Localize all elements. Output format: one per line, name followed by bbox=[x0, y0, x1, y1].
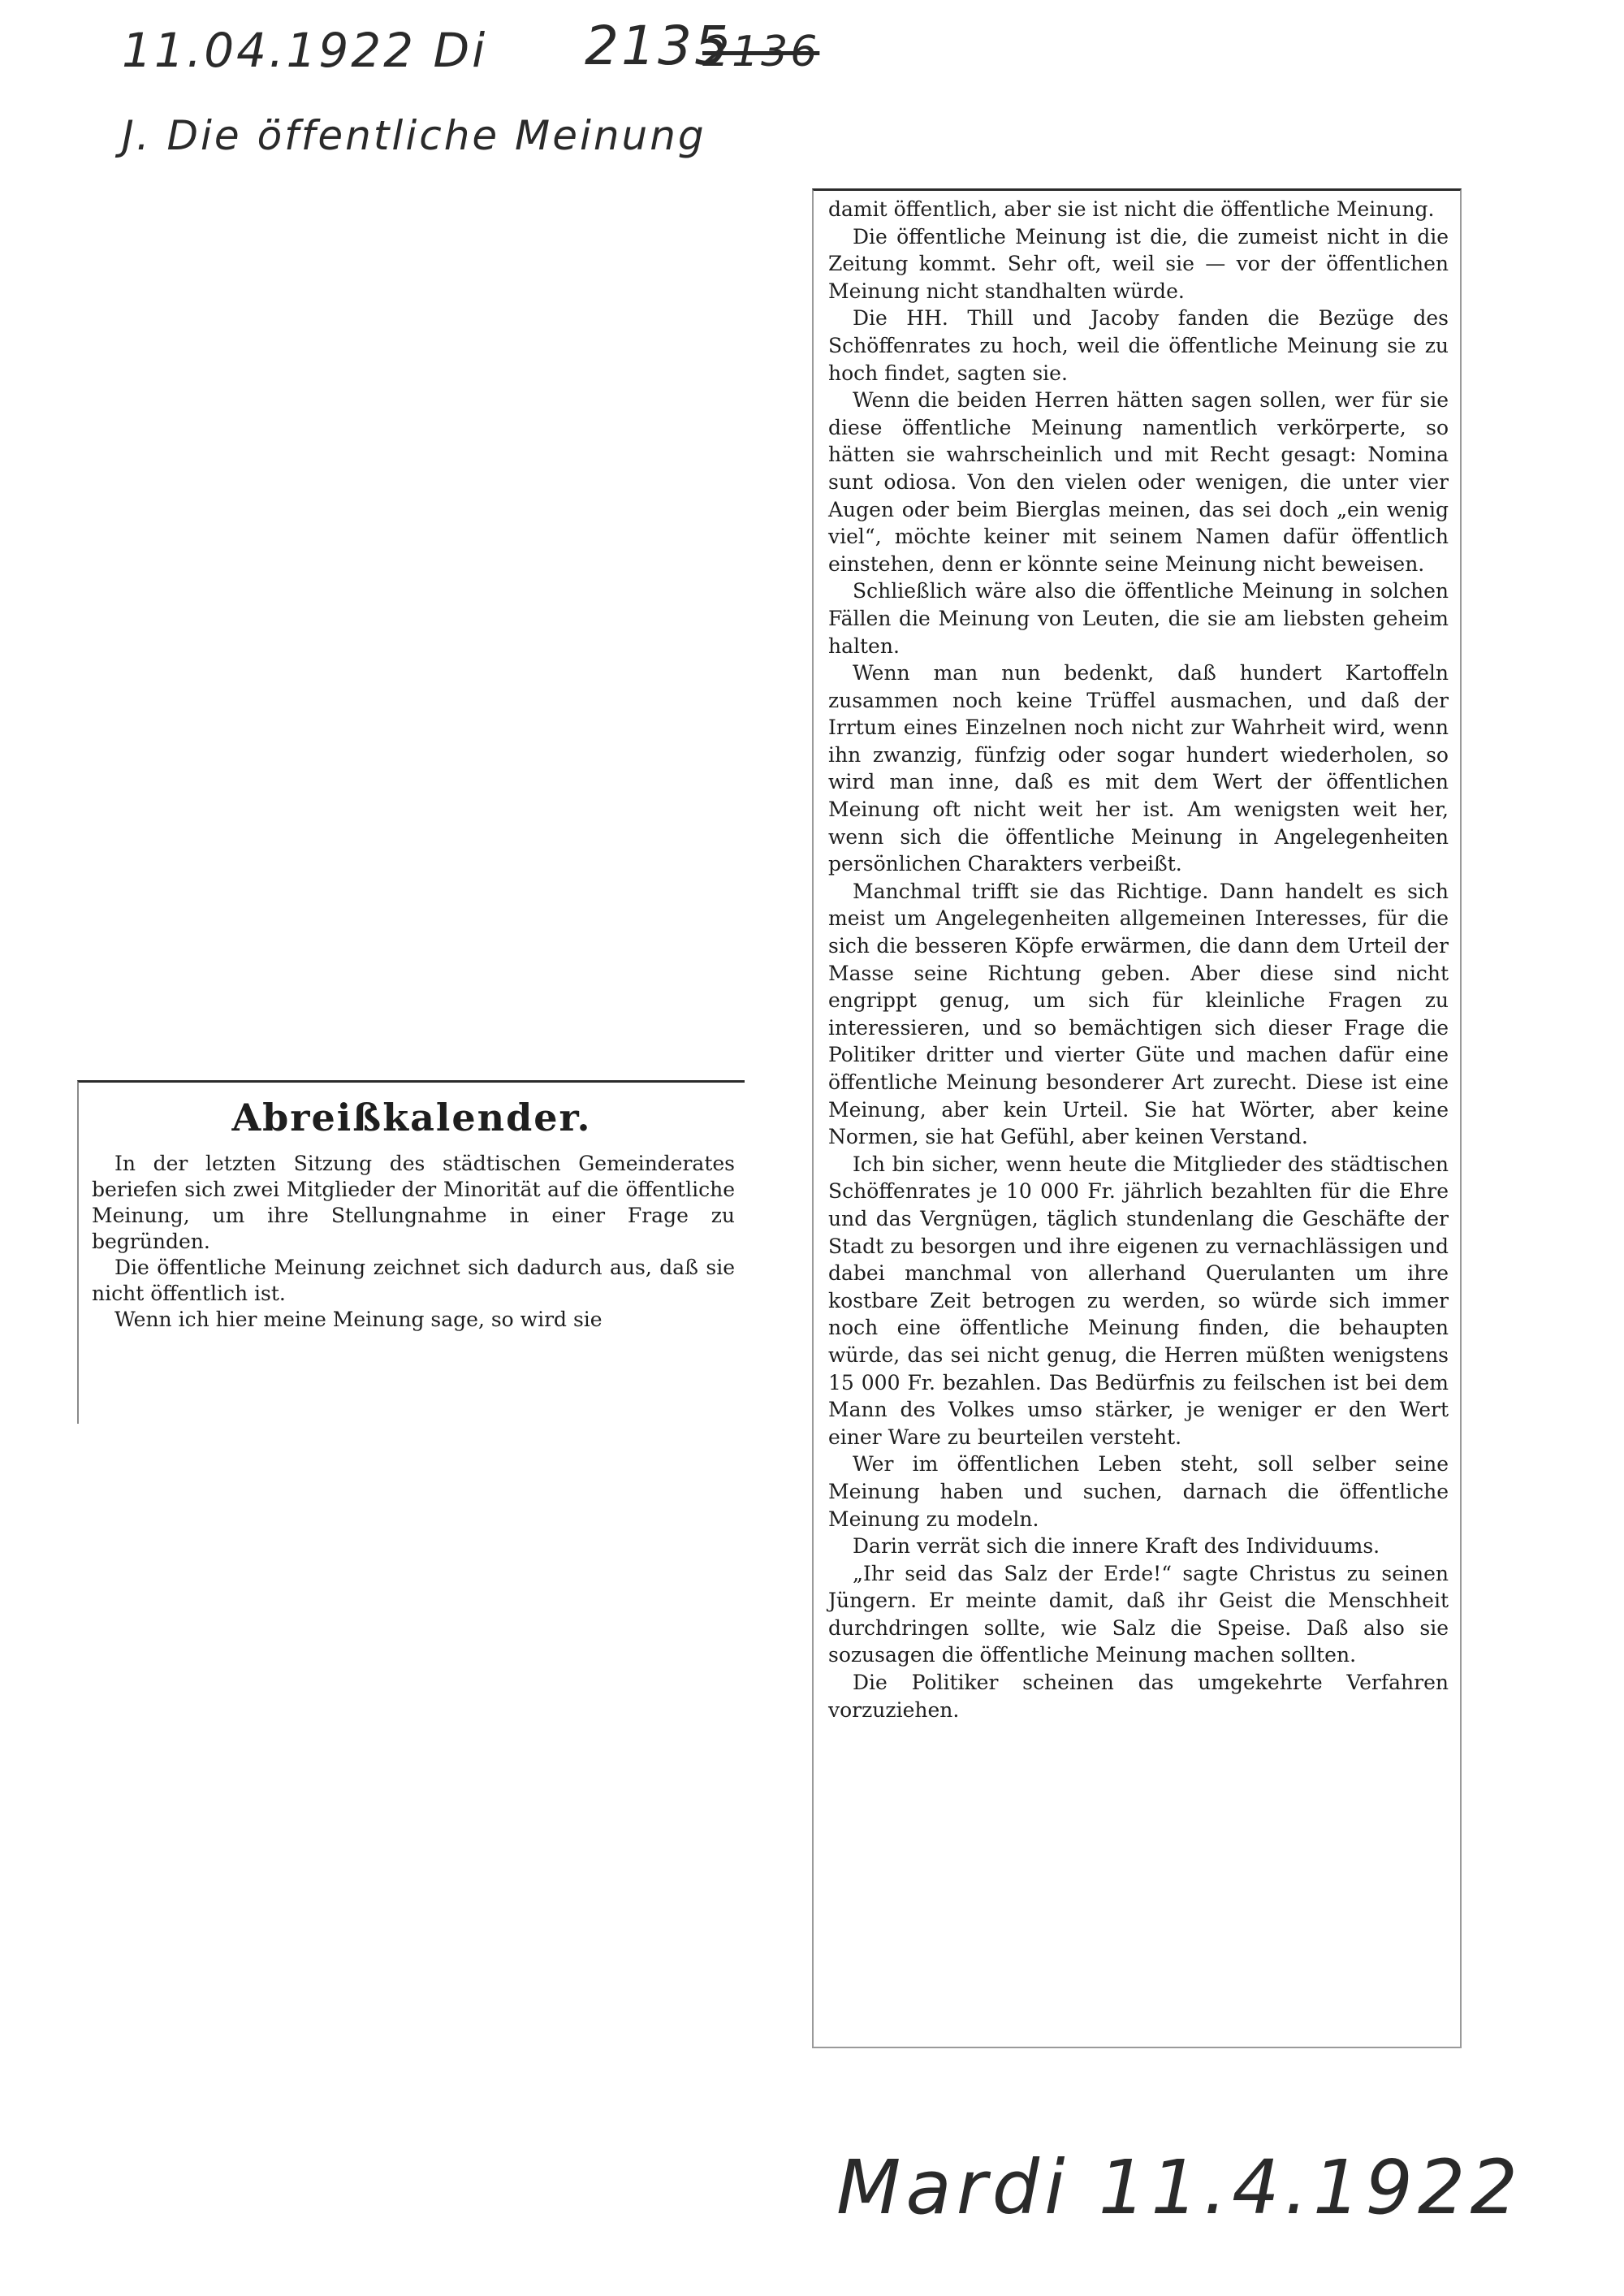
handwritten-title-note: J. Die öffentliche Meinung bbox=[122, 112, 706, 159]
handwritten-archive-number: 2135 bbox=[585, 15, 731, 77]
paragraph: Die öffentliche Meinung ist die, die zumeist nicht in die Zeitung kommt. Sehr oft, weil sie — vor der öffentlichen Meinung nicht standhalten würde. bbox=[828, 224, 1449, 303]
paragraph: damit öffentlich, aber sie ist nicht die öffentliche Meinung. bbox=[828, 197, 1435, 221]
left-clipping bbox=[77, 1080, 745, 1424]
paragraph: Die öffentliche Meinung zeichnet sich dadurch aus, daß sie nicht öffentlich ist. bbox=[92, 1256, 735, 1305]
handwritten-footer-date: Mardi 11.4.1922 bbox=[836, 2144, 1523, 2231]
paragraph: Ich bin sicher, wenn heute die Mitglieder des städtischen Schöffenrates je 10 000 Fr. jährlich bezahlten für die Ehre und das Vergnügen, täglich stundenlang die Geschäfte der Stadt zu besorgen und ihre eigenen zu vernachlässigen und dabei manchmal von allerhand Querulanten um ihre kostbare Zeit betrogen zu werden, so würde sich immer noch eine öffentliche Meinung finden, die behaupten würde, das sei nicht genug, die Herren müßten wenigstens 15 000 Fr. bezahlen. Das Bedürfnis zu feilschen ist bei dem Mann des Volkes umso stärker, je weniger er den Wert einer Ware zu beurteilen versteht. bbox=[828, 1152, 1449, 1449]
paragraph: Schließlich wäre also die öffentliche Meinung in solchen Fällen die Meinung von Leuten, die sie am liebsten geheim halten. bbox=[828, 579, 1449, 658]
paragraph: Manchmal trifft sie das Richtige. Dann handelt es sich meist um Angelegenheiten allgemeinen Interesses, für die sich die besseren Köpfe erwärmen, die dann dem Urteil der Masse seine Richtung geben. Aber diese sind nicht engrippt genug, um sich für kleinliche Fragen zu interessieren, und so bemächtigen sich dieser Frage die Politiker dritter und vierter Güte und machen dafür eine öffentliche Meinung besonderer Art zurecht. Diese ist eine Meinung, aber kein Urteil. Sie hat Wörter, aber keine Normen, sie hat Gefühl, aber keinen Verstand. bbox=[828, 879, 1449, 1149]
paragraph: Wenn die beiden Herren hätten sagen sollen, wer für sie diese öffentliche Meinung namentlich verkörperte, so hätten sie wahrscheinlich und mit Recht gesagt: Nomina sunt odiosa. Von den vielen oder wenigen, die unter vier Augen oder beim Bierglas meinen, das sei doch „ein wenig viel“, möchte keiner mit seinem Namen dafür öffentlich einstehen, denn er könnte seine Meinung nicht beweisen. bbox=[828, 388, 1449, 576]
right-clipping-body bbox=[814, 191, 1460, 1723]
paragraph: „Ihr seid das Salz der Erde!“ sagte Christus zu seinen Jüngern. Er meinte damit, daß ihr Geist die Menschheit durchdringen sollte, wie Salz die Speise. Daß also sie sozusagen die öffentliche Meinung machen sollten. bbox=[828, 1561, 1449, 1667]
handwritten-date: 11.04.1922 Di bbox=[122, 23, 488, 78]
paragraph: Die Politiker scheinen das umgekehrte Verfahren vorzuziehen. bbox=[828, 1671, 1449, 1722]
handwritten-crossed-number: 2136 bbox=[702, 28, 820, 76]
paragraph: Wenn ich hier meine Meinung sage, so wird sie bbox=[114, 1308, 603, 1331]
left-clipping-body bbox=[79, 1139, 745, 1333]
paragraph: Wenn man nun bedenkt, daß hundert Kartoffeln zusammen noch keine Trüffel ausmachen, und daß der Irrtum eines Einzelnen noch nicht zur Wahrheit wird, wenn ihn zwanzig, fünfzig oder sogar hundert wiederholen, so wird man inne, daß es mit dem Wert der öffentlichen Meinung oft nicht weit her ist. Am wenigsten weit her, wenn sich die öffentliche Meinung in Angelegenheiten persönlichen Charakters verbeißt. bbox=[828, 661, 1449, 876]
paragraph: In der letzten Sitzung des städtischen Gemeinderates beriefen sich zwei Mitglieder der Minorität auf die öffentliche Meinung, um ihre Stellungnahme in einer Frage zu begründen. bbox=[92, 1152, 735, 1253]
paragraph: Wer im öffentlichen Leben steht, soll selber seine Meinung haben und suchen, darnach die öffentliche Meinung zu modeln. bbox=[828, 1452, 1449, 1531]
right-clipping bbox=[812, 188, 1462, 2048]
clipping-heading: Abreißkalender. bbox=[231, 1096, 592, 1139]
paragraph: Die HH. Thill und Jacoby fanden die Bezüge des Schöffenrates zu hoch, weil die öffentliche Meinung sie zu hoch findet, sagten sie. bbox=[828, 306, 1449, 385]
paragraph: Darin verrät sich die innere Kraft des Individuums. bbox=[853, 1534, 1380, 1559]
